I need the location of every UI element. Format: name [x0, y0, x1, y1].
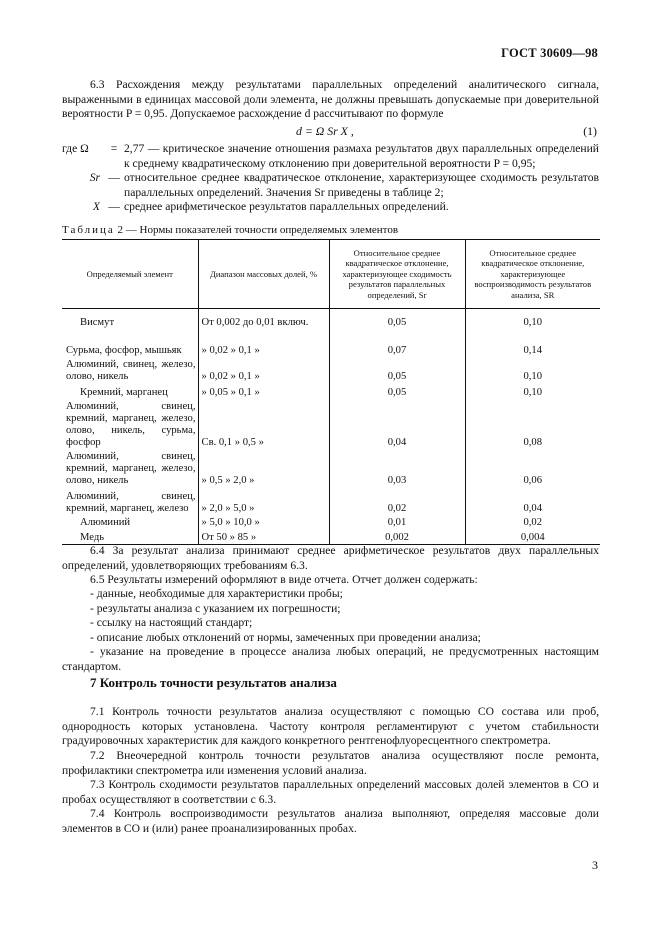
- table-row: [62, 383, 600, 399]
- legend-description: 2,77 — критическое значение отношения размаха результатов двух параллельных определений к среднему квадратическому отклонению при доверительной вероятности P = 0,95;: [124, 142, 599, 170]
- cell-sr: 0,04: [329, 399, 465, 449]
- standard-code-header: ГОСТ 30609—98: [501, 46, 598, 60]
- header-range: Диапазон массовых долей, %: [198, 240, 329, 309]
- legend-description: относительное среднее квадратическое отклонение, характеризующее сходимость результатов параллельных определений. Значения Sr приведены в таблице 2;: [124, 171, 599, 199]
- formula-number: (1): [583, 124, 597, 138]
- cell-sr: 0,07: [329, 329, 465, 357]
- cell-element: Алюминий: [80, 516, 131, 528]
- list-item: - данные, необходимые для характеристики пробы;: [90, 587, 343, 600]
- cell-range: » 0,02 » 0,1 »: [198, 357, 329, 383]
- cell-element: Алюминий, свинец, кремний, марганец, железо, олово, никель: [66, 450, 196, 486]
- cell-sR: 0,10: [465, 383, 600, 399]
- paragraph-7-4: 7.4 Контроль воспроизводимости результатов анализа выполняют, определяя массовые доли элементов в СО и (или) ранее проанализированных пробах.: [62, 807, 599, 835]
- header-sr: Относительное среднее квадратическое отклонение, характеризующее сходимость результатов параллельных определений, Sr: [329, 240, 465, 309]
- table-row: [62, 529, 600, 545]
- report-requirements-list: [62, 587, 599, 675]
- section-7-heading: 7 Контроль точности результатов анализа: [90, 675, 337, 690]
- paragraph-7-2: 7.2 Внеочередной контроль точности результатов анализа осуществляют после ремонта, профилактики спектрометра или изменения условий анализа.: [62, 749, 599, 777]
- cell-sR: 0,02: [465, 515, 600, 529]
- cell-range: » 0,5 » 2,0 »: [198, 449, 329, 487]
- table-header-row: [62, 240, 600, 309]
- legend-eq: =: [110, 142, 118, 155]
- cell-sr: 0,05: [329, 309, 465, 329]
- formula-legend: [62, 142, 599, 215]
- list-item: - ссылку на настоящий стандарт;: [90, 616, 253, 630]
- table-row: [62, 515, 600, 529]
- table-row: [62, 309, 600, 329]
- cell-element: Висмут: [80, 316, 115, 328]
- cell-element: Сурьма, фосфор, мышьяк: [66, 344, 182, 356]
- cell-range: От 50 » 85 »: [198, 529, 329, 545]
- page-number: 3: [592, 858, 598, 872]
- table-row: [62, 449, 600, 487]
- list-item: - указание на проведение в процессе анализа любых операций, не предусмотренных настоящим стандартом.: [62, 645, 599, 673]
- paragraph-6-5: 6.5 Результаты измерений оформляют в виде отчета. Отчет должен содержать:: [90, 573, 478, 586]
- paragraph-6-4: 6.4 За результат анализа принимают среднее арифметическое результатов двух параллельных определений, удовлетворяющих требованиям 6.3.: [62, 544, 599, 572]
- table-row: [62, 487, 600, 515]
- table-caption-text: 2 — Нормы показателей точности определяемых элементов: [117, 224, 399, 236]
- cell-range: » 5,0 » 10,0 »: [198, 515, 329, 529]
- legend-description: среднее арифметическое результатов параллельных определений.: [124, 200, 449, 214]
- cell-element: Алюминий, свинец, кремний, марганец, железо, олово, никель, сурьма, фосфор: [66, 400, 196, 448]
- cell-element: Алюминий, свинец, кремний, марганец, железо: [66, 490, 196, 514]
- cell-range: » 0,02 » 0,1 »: [198, 329, 329, 357]
- cell-sr: 0,03: [329, 449, 465, 487]
- cell-sR: 0,14: [465, 329, 600, 357]
- list-item: - описание любых отклонений от нормы, замеченных при проведении анализа;: [90, 630, 481, 644]
- paragraph-7-3: 7.3 Контроль сходимости результатов параллельных определений массовых долей элементов в СО и пробах осуществляют в соответствии с 6.3.: [62, 778, 599, 806]
- cell-element: Алюминий, свинец, железо, олово, никель: [66, 358, 196, 382]
- cell-sR: 0,10: [465, 309, 600, 329]
- header-sR: Относительное среднее квадратическое отклонение, характеризующее воспроизводимость результатов анализа, SR: [465, 240, 600, 309]
- table-row: [62, 357, 600, 383]
- cell-element: Медь: [62, 529, 198, 545]
- cell-element: Кремний, марганец: [80, 386, 168, 398]
- cell-sr: 0,01: [329, 515, 465, 529]
- cell-sr: 0,05: [329, 357, 465, 383]
- cell-sR: 0,06: [465, 449, 600, 487]
- accuracy-norms-table: [62, 239, 600, 545]
- list-item: - результаты анализа с указанием их погрешности;: [90, 601, 341, 615]
- cell-sr: 0,05: [329, 383, 465, 399]
- legend-symbol: X: [92, 200, 100, 214]
- cell-range: От 0,002 до 0,01 включ.: [198, 309, 329, 329]
- paragraph-6-3: 6.3 Расхождения между результатами параллельных определений аналитического сигнала, выраженными в единицах массовой доли элемента, не должны превышать допускаемые при доверительной вероятности P = 0,95. Допускаемое расхождение d рассчитывают по формуле: [62, 78, 599, 121]
- cell-range: » 0,05 » 0,1 »: [198, 383, 329, 399]
- cell-range: Св. 0,1 » 0,5 »: [198, 399, 329, 449]
- legend-symbol: где Ω: [62, 142, 89, 155]
- cell-sr: 0,002: [329, 529, 465, 545]
- cell-sR: 0,004: [465, 529, 600, 545]
- paragraph-7-1: 7.1 Контроль точности результатов анализа осуществляют с помощью СО состава или проб, однородность которых установлена. Частоту контроля регламентируют с учетом стабильности градуировочных характеристик для каждого конкретного рентгенофлуоресцентного спектрометра.: [62, 705, 599, 748]
- legend-eq: —: [108, 171, 120, 185]
- table-caption-label: Таблица: [62, 224, 115, 236]
- table-caption: [62, 224, 398, 236]
- table-row: [62, 329, 600, 357]
- legend-row-sr: [62, 171, 599, 200]
- formula-expression: d = Ω Sr X ,: [296, 124, 354, 138]
- legend-eq: —: [108, 200, 120, 214]
- cell-sR: 0,08: [465, 399, 600, 449]
- cell-sR: 0,10: [465, 357, 600, 383]
- table-row: [62, 399, 600, 449]
- cell-sR: 0,04: [465, 487, 600, 515]
- legend-row-x: [62, 200, 599, 215]
- header-element: Определяемый элемент: [62, 240, 198, 309]
- legend-symbol: Sr: [89, 171, 100, 185]
- cell-sr: 0,02: [329, 487, 465, 515]
- legend-row-omega: [62, 142, 599, 171]
- cell-range: » 2,0 » 5,0 »: [198, 487, 329, 515]
